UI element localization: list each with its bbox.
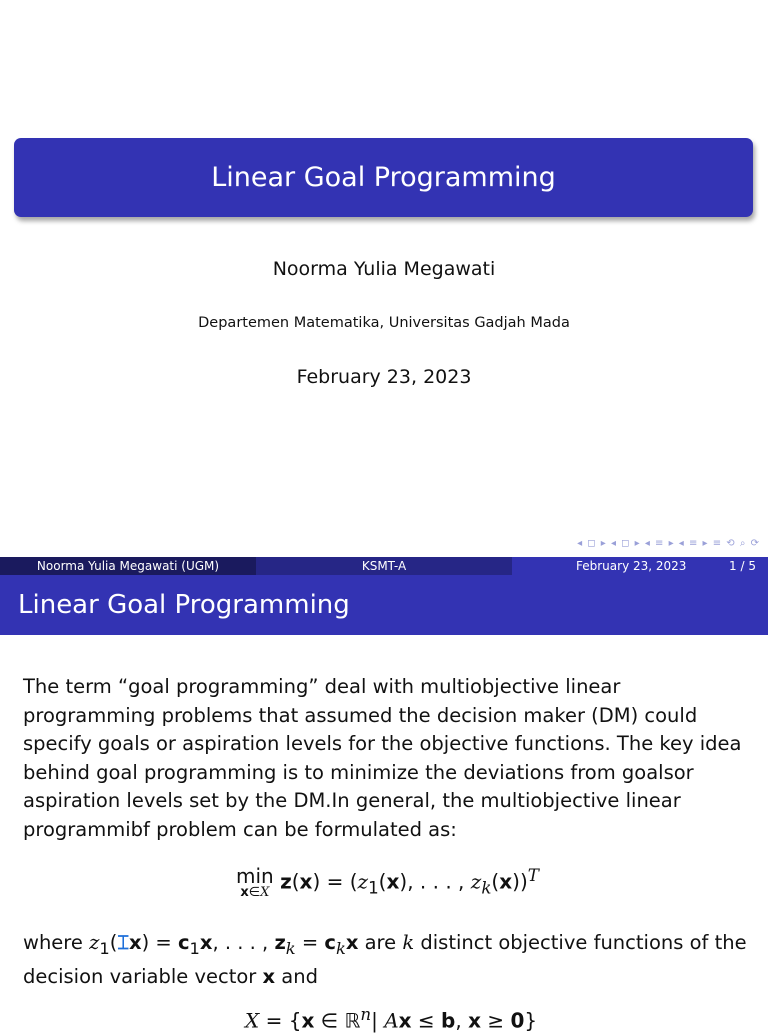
footer-author xyxy=(0,557,256,575)
text-cursor-icon: ⌶ xyxy=(117,931,130,954)
presentation-date: February 23, 2023 xyxy=(296,366,472,388)
footer-short-title-text: KSMT-A xyxy=(361,559,407,573)
where-suffix: are xyxy=(364,931,397,954)
where-prefix: where xyxy=(23,931,83,954)
footer-short-title xyxy=(256,557,512,575)
feasible-set-equation: X = {x ∈ ℝ$^n$| Ax ≤ b, x ≥ 0} xyxy=(245,1005,538,1033)
footer-date-page xyxy=(512,557,768,575)
frame-title: Linear Goal Programming xyxy=(18,590,350,620)
frame-title-bar xyxy=(0,575,768,635)
presentation-title: Linear Goal Programming xyxy=(211,162,556,193)
footer-date: February 23, 2023 xyxy=(576,559,687,573)
footer-author-text: Noorma Yulia Megawati (UGM) xyxy=(36,559,220,573)
optimization-equation: min x∈X $z(x) = (z_1(x)$, . . . , $z_k(x))^T$ xyxy=(236,864,539,900)
intro-paragraph: The term “goal programming” deal with multiobjective linear programming problems that assumed the decision maker (DM) could specify goals or aspiration levels for the objective functions. The key idea behind goal programming is to minimize the deviations from goalsor aspiration levels set by the DM.In general, the multiobjective linear programmibf problem can be formulated as: xyxy=(23,675,742,841)
and-word: and xyxy=(281,965,318,989)
author-name: Noorma Yulia Megawati xyxy=(272,258,496,280)
beamer-navigation-icons[interactable]: ◂ ◻ ▸ ◂ ◻ ▸ ◂ ≡ ▸ ◂ ≡ ▸ ≡ ⟲ ⌕ ⟳ xyxy=(577,538,760,549)
where-sentence: where $z_1(⌶x) = c_1x$, . . . , $z_k = c_kx$ are k distinct objective functions of the decision variable vector x and xyxy=(23,931,747,989)
footer-page-number: 1 / 5 xyxy=(729,559,756,573)
where-description: distinct objective functions of the decision variable vector xyxy=(23,931,747,989)
footer-bar xyxy=(0,557,768,575)
title-box xyxy=(14,138,753,217)
institution: Departemen Matematika, Universitas Gadjah Mada xyxy=(198,315,570,331)
